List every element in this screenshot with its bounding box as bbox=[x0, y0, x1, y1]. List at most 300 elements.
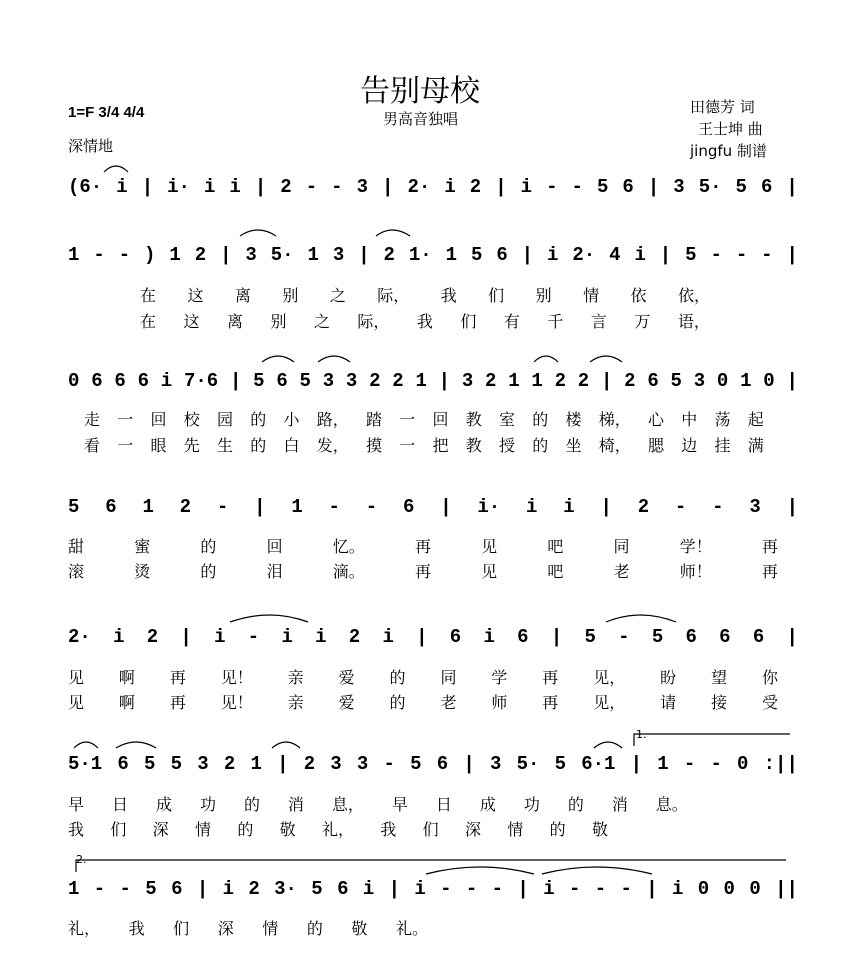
token: 情 bbox=[262, 919, 279, 938]
token: 先 bbox=[183, 436, 200, 455]
token: 望 bbox=[711, 668, 728, 687]
token: 路， bbox=[316, 410, 349, 429]
token: 见， bbox=[593, 693, 626, 712]
token: 日 bbox=[111, 795, 128, 814]
token: 2 bbox=[248, 878, 260, 900]
token: i bbox=[362, 878, 375, 900]
slur bbox=[318, 356, 350, 362]
token: 小 bbox=[283, 410, 300, 429]
token: - bbox=[491, 878, 504, 900]
token: 离 bbox=[226, 312, 243, 331]
token: 3 bbox=[356, 176, 368, 198]
token: 3 bbox=[461, 370, 474, 392]
token: 的 bbox=[549, 820, 566, 839]
token: 的 bbox=[532, 436, 549, 455]
token: 的 bbox=[532, 410, 549, 429]
key-signature: 1=F 3/4 4/4 bbox=[68, 104, 145, 121]
barline: | bbox=[659, 244, 672, 266]
token: 2 bbox=[146, 626, 159, 648]
token: 发， bbox=[316, 436, 349, 455]
token: 语， bbox=[677, 312, 710, 331]
token: 坐 bbox=[565, 436, 582, 455]
token: 你 bbox=[761, 668, 778, 687]
token: 深 bbox=[464, 820, 481, 839]
token: 敬 bbox=[351, 919, 368, 938]
barline: | bbox=[416, 626, 428, 648]
token: 7·6 bbox=[183, 370, 219, 392]
token: 别 bbox=[270, 312, 287, 331]
token: 白 bbox=[283, 436, 300, 455]
token: 6·1 bbox=[581, 753, 616, 775]
token: 5·1 bbox=[68, 753, 103, 775]
token: 园 bbox=[217, 410, 234, 429]
token: 6 bbox=[402, 496, 415, 518]
token: 深 bbox=[152, 820, 169, 839]
token: 边 bbox=[681, 436, 698, 455]
token: 情 bbox=[194, 820, 211, 839]
token: 室 bbox=[499, 410, 516, 429]
token: 3 bbox=[749, 496, 761, 518]
token: 6 bbox=[719, 626, 731, 648]
token: 我 bbox=[440, 286, 457, 305]
token: 5 bbox=[685, 244, 697, 266]
token: 这 bbox=[183, 312, 200, 331]
token: 们 bbox=[460, 312, 477, 331]
token: i bbox=[315, 626, 327, 648]
token: - bbox=[674, 496, 687, 518]
token: 5 bbox=[253, 370, 265, 392]
token: i bbox=[113, 626, 125, 648]
barline: | bbox=[254, 176, 267, 198]
token: 2 bbox=[303, 753, 316, 775]
token: 甜 bbox=[68, 537, 85, 556]
token: 我 bbox=[128, 919, 145, 938]
token: 6 bbox=[685, 626, 697, 648]
token: 别 bbox=[282, 286, 299, 305]
token: i bbox=[222, 878, 234, 900]
barline: | bbox=[495, 176, 507, 198]
token: - bbox=[546, 176, 558, 198]
token: 6 bbox=[114, 370, 126, 392]
token: 2 bbox=[179, 496, 192, 518]
token: 踏 bbox=[366, 410, 383, 429]
token: - bbox=[93, 244, 105, 266]
token: 忆。 bbox=[332, 537, 365, 556]
token: 回 bbox=[432, 410, 449, 429]
token: - bbox=[328, 496, 340, 518]
token: 1 bbox=[740, 370, 752, 392]
token: 礼， bbox=[68, 919, 101, 938]
token: 1 bbox=[68, 878, 80, 900]
token: 2 bbox=[392, 370, 404, 392]
second-ending-label: 2. bbox=[76, 853, 87, 866]
token: 5 bbox=[144, 753, 156, 775]
token: 6 bbox=[449, 626, 462, 648]
token: 盼 bbox=[660, 668, 677, 687]
token: 功 bbox=[199, 795, 216, 814]
token: 接 bbox=[711, 693, 728, 712]
token: i· bbox=[167, 176, 190, 198]
token: i bbox=[281, 626, 293, 648]
token: 3 bbox=[345, 370, 358, 392]
token: 起 bbox=[747, 410, 764, 429]
token: 3 bbox=[197, 753, 209, 775]
token: 同 bbox=[613, 537, 630, 556]
token: ) bbox=[144, 244, 156, 266]
token: 的 bbox=[306, 919, 323, 938]
barline: || bbox=[775, 878, 798, 900]
token: 日 bbox=[435, 795, 452, 814]
token: 6 bbox=[337, 878, 349, 900]
token: i bbox=[214, 626, 226, 648]
token: 早 bbox=[68, 795, 85, 814]
token: 0 bbox=[716, 370, 729, 392]
token: 2· bbox=[572, 244, 596, 266]
token: 0 bbox=[763, 370, 775, 392]
token: 6 bbox=[622, 176, 634, 198]
token: 请 bbox=[660, 693, 677, 712]
song-title: 告别母校 bbox=[360, 74, 480, 109]
token: 息。 bbox=[655, 795, 688, 814]
token: 亲 bbox=[287, 668, 304, 687]
token: i bbox=[672, 878, 684, 900]
token: 别 bbox=[535, 286, 552, 305]
token: 6 bbox=[752, 626, 765, 648]
token: 消 bbox=[287, 795, 304, 814]
slur bbox=[272, 742, 300, 748]
token: 1 bbox=[68, 244, 80, 266]
token: 一 bbox=[399, 410, 416, 429]
token: 我 bbox=[68, 820, 85, 839]
token: 腮 bbox=[648, 436, 665, 455]
token: - bbox=[618, 626, 630, 648]
token: - bbox=[383, 753, 395, 775]
barline: | bbox=[180, 626, 192, 648]
token: 的 bbox=[200, 562, 217, 581]
token: 5 bbox=[651, 626, 664, 648]
token: 们 bbox=[110, 820, 127, 839]
token: 1 bbox=[415, 370, 427, 392]
token: 5 bbox=[145, 878, 157, 900]
slur bbox=[594, 742, 622, 748]
barline: | bbox=[438, 370, 451, 392]
token: - bbox=[568, 878, 581, 900]
token: 6 bbox=[91, 370, 103, 392]
token: 万 bbox=[634, 312, 651, 331]
second-ending-bracket bbox=[76, 860, 786, 872]
token: 荡 bbox=[714, 410, 731, 429]
token: 5· bbox=[270, 244, 294, 266]
token: 的 bbox=[243, 795, 260, 814]
token: 5 bbox=[584, 626, 596, 648]
token: 再 bbox=[414, 537, 431, 556]
token: 1 bbox=[531, 370, 543, 392]
token: 5 bbox=[311, 878, 323, 900]
token: 爱 bbox=[338, 668, 355, 687]
token: 楼 bbox=[565, 410, 582, 429]
barline: | bbox=[786, 496, 798, 518]
token: 再 bbox=[169, 668, 186, 687]
token: 言 bbox=[590, 312, 607, 331]
token: 我 bbox=[416, 312, 433, 331]
token: 见 bbox=[68, 693, 85, 712]
token: 2 bbox=[223, 753, 236, 775]
token: 5 bbox=[299, 370, 311, 392]
token: - bbox=[735, 244, 748, 266]
token: 2 bbox=[194, 244, 207, 266]
slur bbox=[74, 742, 98, 748]
barline: | bbox=[229, 370, 242, 392]
token: 的 bbox=[250, 410, 267, 429]
token: 5 bbox=[410, 753, 422, 775]
token: 见， bbox=[593, 668, 626, 687]
token: 礼， bbox=[321, 820, 354, 839]
token: - bbox=[571, 176, 583, 198]
token: 敬 bbox=[279, 820, 296, 839]
token: 成 bbox=[479, 795, 496, 814]
token: 挂 bbox=[714, 436, 731, 455]
token: 情 bbox=[507, 820, 524, 839]
token: 3 bbox=[322, 370, 335, 392]
token: - bbox=[440, 878, 452, 900]
token: 5 bbox=[554, 753, 566, 775]
token: 摸 bbox=[366, 436, 383, 455]
barline: | bbox=[358, 244, 370, 266]
token: 1 bbox=[508, 370, 520, 392]
slur bbox=[606, 615, 676, 622]
token: 学！ bbox=[679, 537, 712, 556]
token: 把 bbox=[432, 436, 449, 455]
token: 0 bbox=[723, 878, 735, 900]
token: 际， bbox=[357, 312, 390, 331]
slur bbox=[104, 166, 128, 172]
token: 师 bbox=[491, 693, 508, 712]
token: 敬 bbox=[591, 820, 608, 839]
token: 6 bbox=[117, 753, 129, 775]
composer-credit: 王士坤 曲 bbox=[698, 120, 763, 138]
token: - bbox=[93, 878, 106, 900]
token: 在 bbox=[140, 312, 157, 331]
slur bbox=[590, 356, 622, 362]
token: 3 bbox=[356, 753, 369, 775]
token: 们 bbox=[422, 820, 439, 839]
token: 消 bbox=[611, 795, 628, 814]
token: 再 bbox=[414, 562, 431, 581]
token: 满 bbox=[747, 436, 764, 455]
token: 5 bbox=[670, 370, 682, 392]
token: 2 bbox=[369, 370, 381, 392]
token: 受 bbox=[761, 693, 778, 712]
token: 滚 bbox=[68, 562, 85, 581]
token: 5· bbox=[516, 753, 540, 775]
barline: | bbox=[196, 878, 209, 900]
token: - bbox=[216, 496, 229, 518]
token: i bbox=[563, 496, 575, 518]
token: 息， bbox=[331, 795, 364, 814]
token: - bbox=[331, 176, 343, 198]
token: 见 bbox=[481, 537, 498, 556]
token: 见 bbox=[481, 562, 498, 581]
token: 深 bbox=[217, 919, 234, 938]
barline: | bbox=[521, 244, 534, 266]
token: 的 bbox=[237, 820, 254, 839]
token: 5 bbox=[596, 176, 609, 198]
token: 啊 bbox=[118, 668, 135, 687]
slur bbox=[534, 356, 558, 362]
token: - bbox=[761, 244, 773, 266]
token: 0 bbox=[68, 370, 80, 392]
token: 1 bbox=[169, 244, 181, 266]
token: 这 bbox=[187, 286, 204, 305]
token: 吧 bbox=[547, 562, 564, 581]
token: - bbox=[712, 496, 724, 518]
token: 我 bbox=[380, 820, 397, 839]
barline: :|| bbox=[763, 753, 798, 775]
token: - bbox=[620, 878, 632, 900]
slur bbox=[426, 867, 534, 874]
barline: | bbox=[382, 176, 394, 198]
token: 3 bbox=[330, 753, 342, 775]
token: 早 bbox=[391, 795, 408, 814]
token: 1 bbox=[142, 496, 154, 518]
token: 4 bbox=[609, 244, 621, 266]
token: 再 bbox=[761, 537, 778, 556]
token: 们 bbox=[488, 286, 505, 305]
barline: | bbox=[220, 244, 232, 266]
token: 的 bbox=[200, 537, 217, 556]
token: 3 bbox=[332, 244, 345, 266]
token: 的 bbox=[250, 436, 267, 455]
token: - bbox=[247, 626, 260, 648]
token: - bbox=[710, 753, 722, 775]
token: 再 bbox=[542, 693, 559, 712]
token: i bbox=[483, 626, 495, 648]
slur bbox=[542, 867, 652, 874]
token: 1 bbox=[445, 244, 458, 266]
barline: | bbox=[440, 496, 452, 518]
token: 3 bbox=[245, 244, 257, 266]
barline: | bbox=[786, 176, 798, 198]
token: 1 bbox=[250, 753, 262, 775]
token: 0 bbox=[697, 878, 710, 900]
token: 啊 bbox=[118, 693, 135, 712]
token: i bbox=[526, 496, 538, 518]
token: 见 bbox=[68, 668, 85, 687]
barline: | bbox=[141, 176, 154, 198]
token: 依 bbox=[630, 286, 647, 305]
lyricist-credit: 田德芳 词 bbox=[690, 98, 755, 116]
token: 2 bbox=[348, 626, 361, 648]
token: 再 bbox=[169, 693, 186, 712]
token: - bbox=[118, 244, 131, 266]
token: 2 bbox=[624, 370, 636, 392]
token: 3 bbox=[489, 753, 502, 775]
token: 6 bbox=[647, 370, 659, 392]
token: 6 bbox=[436, 753, 449, 775]
token: - bbox=[305, 176, 318, 198]
token: 3 bbox=[693, 370, 706, 392]
token: 5 bbox=[735, 176, 747, 198]
token: 2 bbox=[637, 496, 650, 518]
token: 回 bbox=[150, 410, 167, 429]
token: 3· bbox=[274, 878, 297, 900]
token: 心 bbox=[648, 410, 665, 429]
token: 2 bbox=[280, 176, 292, 198]
token: 之 bbox=[329, 286, 346, 305]
slur bbox=[240, 230, 276, 236]
token: 见！ bbox=[220, 693, 253, 712]
token: 老 bbox=[613, 562, 630, 581]
token: 授 bbox=[499, 436, 516, 455]
token: 吧 bbox=[547, 537, 564, 556]
token: 走 bbox=[84, 410, 101, 429]
token: 3 bbox=[673, 176, 685, 198]
token: 再 bbox=[542, 668, 559, 687]
token: 离 bbox=[234, 286, 251, 305]
barline: | bbox=[600, 496, 612, 518]
token: 礼。 bbox=[395, 919, 428, 938]
token: 一 bbox=[117, 436, 134, 455]
token: 2· bbox=[407, 176, 431, 198]
token: 1· bbox=[408, 244, 432, 266]
token: 1 bbox=[657, 753, 669, 775]
token: 回 bbox=[266, 537, 283, 556]
token: - bbox=[465, 878, 478, 900]
barline: | bbox=[786, 370, 798, 392]
slur bbox=[116, 742, 156, 748]
token: 功 bbox=[523, 795, 540, 814]
token: 5 bbox=[68, 496, 80, 518]
token: 6 bbox=[517, 626, 529, 648]
token: 成 bbox=[155, 795, 172, 814]
token: 校 bbox=[183, 410, 200, 429]
token: 情 bbox=[583, 286, 600, 305]
token: 5 bbox=[470, 244, 483, 266]
token: (6· bbox=[68, 176, 103, 198]
barline: | bbox=[388, 878, 400, 900]
token: 的 bbox=[567, 795, 584, 814]
token: 一 bbox=[117, 410, 134, 429]
slur bbox=[262, 356, 294, 362]
token: 0 bbox=[737, 753, 749, 775]
token: 6 bbox=[276, 370, 288, 392]
first-ending-label: 1. bbox=[636, 728, 647, 741]
token: 2 bbox=[383, 244, 395, 266]
token: i bbox=[543, 878, 555, 900]
token: 2 bbox=[485, 370, 497, 392]
slur bbox=[376, 230, 410, 236]
token: 之 bbox=[313, 312, 330, 331]
barline: | bbox=[463, 753, 475, 775]
arranger-credit: jingfu 制谱 bbox=[690, 142, 767, 160]
token: 6 bbox=[137, 370, 149, 392]
token: 生 bbox=[217, 436, 234, 455]
barline: | bbox=[600, 370, 613, 392]
token: 学 bbox=[491, 668, 508, 687]
token: 教 bbox=[465, 410, 482, 429]
token: 在 bbox=[140, 286, 157, 305]
song-subtitle: 男高音独唱 bbox=[383, 110, 459, 128]
token: 依， bbox=[677, 286, 710, 305]
token: - bbox=[119, 878, 131, 900]
token: i bbox=[414, 878, 426, 900]
token: 2 bbox=[554, 370, 566, 392]
slur bbox=[230, 615, 308, 622]
token: i bbox=[160, 370, 173, 392]
token: 再 bbox=[761, 562, 778, 581]
token: 爱 bbox=[338, 693, 355, 712]
token: 梯， bbox=[598, 410, 631, 429]
